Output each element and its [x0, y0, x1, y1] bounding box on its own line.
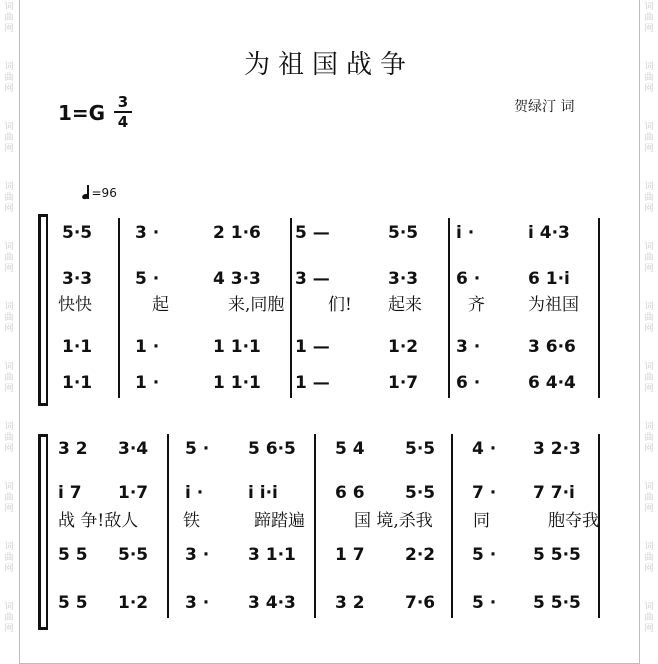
watermark-text: 词曲网	[644, 182, 654, 214]
note-group: 3 2	[335, 593, 365, 613]
note-group: 3·3	[62, 269, 93, 289]
watermark-text: 词曲网	[4, 122, 14, 154]
lyric-word: 为祖国	[528, 295, 579, 315]
lyric-line	[58, 290, 603, 320]
note-group: 5 5·5	[533, 545, 581, 565]
lyric-word: 起	[152, 295, 169, 315]
note-group: 3·4	[118, 439, 149, 459]
note-group: 1·2	[118, 593, 149, 613]
watermark-text: 词曲网	[644, 602, 654, 634]
lyric-word: 胞夺我	[548, 511, 599, 531]
meter-bottom: 4	[117, 113, 129, 131]
note-group: 1 —	[295, 337, 330, 357]
note-group: 1 7	[335, 545, 365, 565]
watermark-text: 词曲网	[644, 302, 654, 334]
note-group: 5 5	[58, 545, 88, 565]
note-group: 7·6	[405, 593, 436, 613]
note-group: 5 ·	[135, 269, 160, 289]
watermark-text: 词曲网	[644, 2, 654, 34]
note-group: 5 5	[58, 593, 88, 613]
note-group: 1 ·	[135, 337, 160, 357]
note-group: 5·5	[118, 545, 149, 565]
note-group: 7 7·i	[533, 483, 575, 503]
lyric-word: 战 争!敌人	[58, 511, 139, 531]
note-group: 1 1·1	[213, 337, 261, 357]
note-group: 1 ·	[135, 373, 160, 393]
note-group: 3·3	[388, 269, 419, 289]
note-group: 6 1·i	[528, 269, 570, 289]
score-system-1	[38, 206, 603, 402]
lyricist-credit: 贺绿汀 词	[514, 99, 575, 115]
note-group: 3 4·3	[248, 593, 296, 613]
note-group: 6 ·	[456, 373, 481, 393]
note-group: 3 2·3	[533, 439, 581, 459]
key-signature: 1=G	[58, 101, 106, 125]
note-group: 2·2	[405, 545, 436, 565]
note-group: 1·1	[62, 337, 93, 357]
note-group: 5 5·5	[533, 593, 581, 613]
note-group: 5·5	[405, 483, 436, 503]
lyric-word: 们!	[328, 295, 352, 315]
note-group: 1·1	[62, 373, 93, 393]
score-system-2	[38, 428, 603, 628]
lyric-word: 国 境,杀我	[354, 511, 433, 531]
note-group: 3 2	[58, 439, 88, 459]
watermark-text: 词曲网	[4, 482, 14, 514]
note-group: 6 ·	[456, 269, 481, 289]
lyric-word: 同	[473, 511, 490, 531]
note-group: 6 6	[335, 483, 365, 503]
watermark-text: 词曲网	[4, 242, 14, 274]
watermark-text: 词曲网	[4, 302, 14, 334]
system-bracket	[38, 434, 46, 630]
time-signature	[114, 94, 132, 130]
note-group: i i·i	[248, 483, 278, 503]
system-bracket	[38, 214, 46, 406]
note-group: 6 4·4	[528, 373, 576, 393]
note-group: 1 1·1	[213, 373, 261, 393]
lyric-word: 蹄踏遍	[254, 511, 305, 531]
watermark-text: 词曲网	[4, 62, 14, 94]
note-group: 3 ·	[135, 223, 160, 243]
note-group: 5·5	[62, 223, 93, 243]
note-group: 1·7	[118, 483, 149, 503]
lyric-word: 齐	[468, 295, 485, 315]
watermark-text: 词曲网	[4, 542, 14, 574]
watermark-text: 词曲网	[4, 2, 14, 34]
note-group: 3 1·1	[248, 545, 296, 565]
note-group: 5 ·	[185, 439, 210, 459]
watermark-text: 词曲网	[644, 62, 654, 94]
note-group: 3 ·	[185, 545, 210, 565]
lyric-word: 快快	[58, 295, 92, 315]
watermark-text: 词曲网	[644, 482, 654, 514]
note-group: 5 ·	[472, 593, 497, 613]
note-group: 4 ·	[472, 439, 497, 459]
watermark-text: 词曲网	[644, 242, 654, 274]
watermark-text: 词曲网	[644, 542, 654, 574]
lyric-word: 起来	[388, 295, 422, 315]
note-group: 1·7	[388, 373, 419, 393]
note-group: i 4·3	[528, 223, 570, 243]
meter-top: 3	[117, 93, 129, 111]
song-title: 为祖国战争	[243, 50, 414, 80]
note-group: 5·5	[405, 439, 436, 459]
note-group: i ·	[185, 483, 204, 503]
note-group: 5·5	[388, 223, 419, 243]
lyric-word: 铁	[183, 511, 200, 531]
lyric-line	[58, 506, 603, 536]
note-group: 3 6·6	[528, 337, 576, 357]
note-group: i 7	[58, 483, 82, 503]
note-group: 5 ·	[472, 545, 497, 565]
note-group: 5 4	[335, 439, 365, 459]
note-group: 5 —	[295, 223, 330, 243]
lyric-word: 来,同胞	[228, 295, 285, 315]
note-group: 1 —	[295, 373, 330, 393]
tempo-marking: =96	[82, 185, 117, 200]
note-group: 4 3·3	[213, 269, 261, 289]
note-group: 1·2	[388, 337, 419, 357]
note-group: 2 1·6	[213, 223, 261, 243]
watermark-text: 词曲网	[644, 362, 654, 394]
note-group: 3 ·	[185, 593, 210, 613]
watermark-text: 词曲网	[644, 122, 654, 154]
note-group: 7 ·	[472, 483, 497, 503]
watermark-text: 词曲网	[4, 362, 14, 394]
note-group: 3 —	[295, 269, 330, 289]
note-group: i ·	[456, 223, 475, 243]
watermark-text: 词曲网	[644, 422, 654, 454]
note-group: 5 6·5	[248, 439, 296, 459]
watermark-text: 词曲网	[4, 422, 14, 454]
watermark-text: 词曲网	[4, 602, 14, 634]
note-group: 3 ·	[456, 337, 481, 357]
watermark-text: 词曲网	[4, 182, 14, 214]
